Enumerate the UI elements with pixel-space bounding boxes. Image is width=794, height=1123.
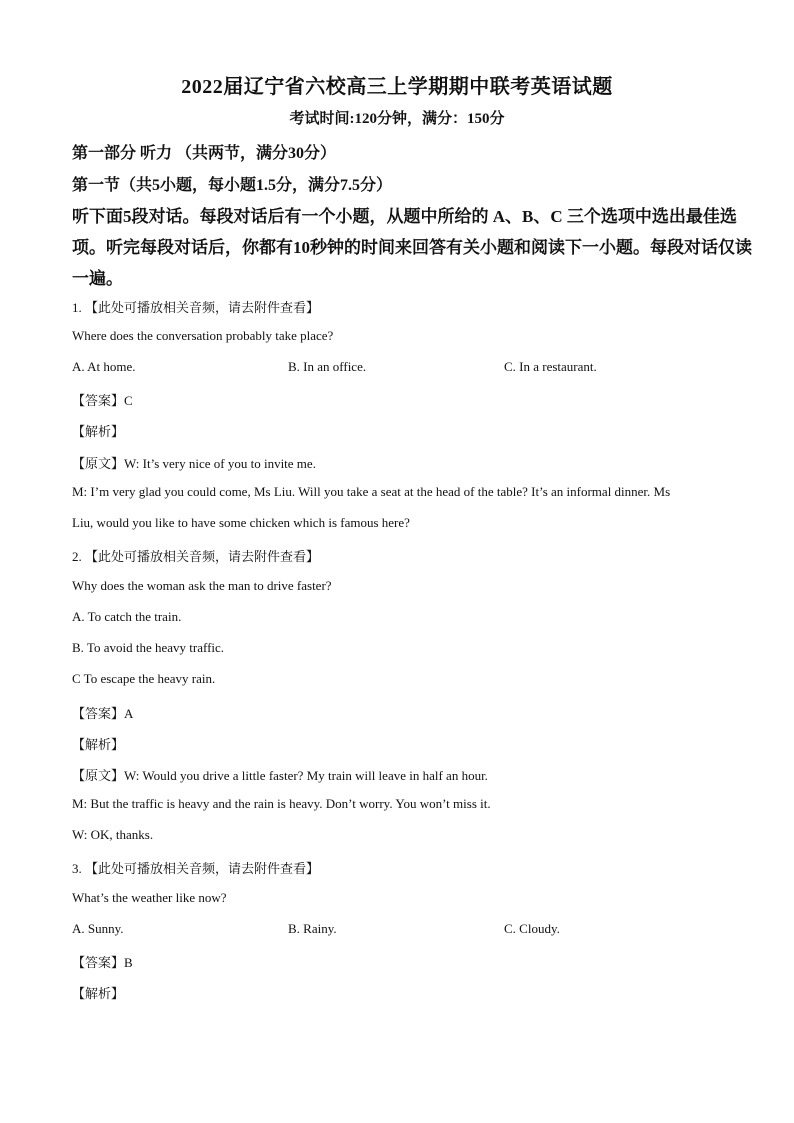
- q1-question: Where does the conversation probably take place?: [72, 328, 334, 343]
- instruction-line-1: 听下面5段对话。每段对话后有一个小题，从题中所给的 A、B、C 三个选项中选出最佳选: [72, 207, 737, 226]
- q2-analysis: 【解析】: [72, 737, 125, 752]
- q1-option-a: A. At home.: [72, 359, 136, 374]
- page-title: 2022届辽宁省六校高三上学期期中联考英语试题: [181, 76, 613, 98]
- q1-answer: 【答案】C: [72, 393, 133, 408]
- q1-script-line-1: 【原文】W: It’s very nice of you to invite me.: [72, 456, 316, 471]
- q1-script-line-2: M: I’m very glad you could come, Ms Liu. Will you take a seat at the head of the table? It’s an informal dinner. Ms: [72, 484, 671, 499]
- instruction-line-2: 项。听完每段对话后，你都有10秒钟的时间来回答有关小题和阅读下一小题。每段对话仅读: [72, 238, 752, 257]
- q3-question: What’s the weather like now?: [72, 890, 227, 905]
- instruction-line-3: 一遍。: [72, 269, 123, 288]
- q1-option-b: B. In an office.: [288, 359, 367, 374]
- q1-audio-note: 1. 【此处可播放相关音频，请去附件查看】: [72, 300, 320, 315]
- q3-option-b: B. Rainy.: [288, 921, 337, 936]
- q2-script-line-1: 【原文】W: Would you drive a little faster? My train will leave in half an hour.: [72, 768, 488, 783]
- q2-audio-note: 2. 【此处可播放相关音频，请去附件查看】: [72, 549, 320, 564]
- q2-option-a: A. To catch the train.: [72, 609, 182, 624]
- section-heading: 第一节（共5小题，每小题1.5分，满分7.5分）: [72, 177, 393, 194]
- q3-option-c: C. Cloudy.: [504, 921, 560, 936]
- q1-analysis: 【解析】: [72, 424, 125, 439]
- q2-option-b: B. To avoid the heavy traffic.: [72, 640, 225, 655]
- part-heading: 第一部分 听力 （共两节，满分30分）: [72, 145, 337, 162]
- q1-script-line-3: Liu, would you like to have some chicken which is famous here?: [72, 515, 410, 530]
- q3-analysis: 【解析】: [72, 986, 125, 1001]
- exam-time-score: 考试时间:120分钟，满分：150分: [289, 111, 505, 127]
- q3-option-a: A. Sunny.: [72, 921, 124, 936]
- q2-option-c: C To escape the heavy rain.: [72, 671, 216, 686]
- q2-script-line-2: M: But the traffic is heavy and the rain is heavy. Don’t worry. You won’t miss it.: [72, 796, 491, 811]
- q1-option-c: C. In a restaurant.: [504, 359, 597, 374]
- q2-answer: 【答案】A: [72, 706, 134, 721]
- q3-audio-note: 3. 【此处可播放相关音频，请去附件查看】: [72, 861, 320, 876]
- q3-answer: 【答案】B: [72, 955, 133, 970]
- q2-script-line-3: W: OK, thanks.: [72, 827, 154, 842]
- q2-question: Why does the woman ask the man to drive faster?: [72, 578, 332, 593]
